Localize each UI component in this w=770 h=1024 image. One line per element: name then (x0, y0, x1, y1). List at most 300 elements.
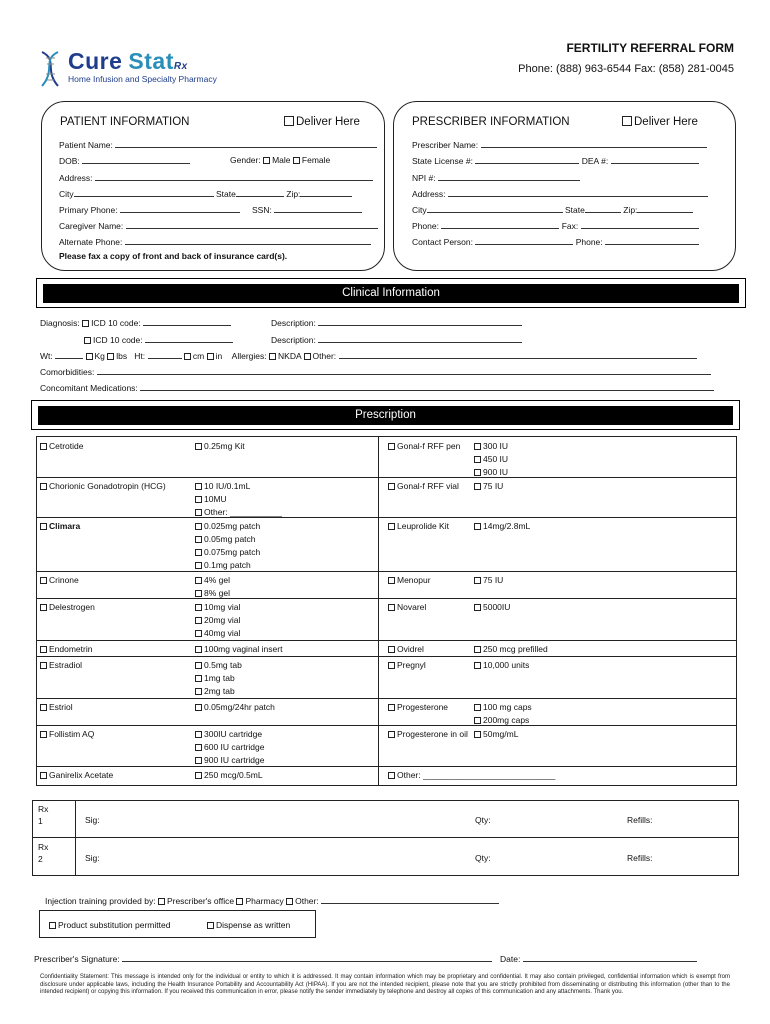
medication-checkbox[interactable] (388, 662, 395, 669)
strength-option[interactable] (195, 672, 242, 685)
prescriber-info-box (393, 101, 736, 271)
strength-checkbox[interactable] (195, 757, 202, 764)
medication-checkbox[interactable] (388, 523, 395, 530)
medication-left-4[interactable] (40, 574, 79, 587)
prescriber-info-title: PRESCRIBER INFORMATION (412, 116, 570, 128)
strength-checkbox[interactable] (474, 483, 481, 490)
strength-label: 40mg vial (204, 628, 241, 638)
strength-label: 10mg vial (204, 602, 241, 612)
strength-label: 20mg vial (204, 615, 241, 625)
patient-info-box (41, 101, 385, 271)
patient-state-label: State (216, 189, 236, 199)
medication-checkbox[interactable] (40, 772, 47, 779)
strength-label: 0.5mg tab (204, 660, 242, 670)
strength-option[interactable] (195, 728, 264, 741)
strength-label: 300 IU (483, 441, 509, 451)
prescriber-dea-field[interactable] (611, 155, 699, 164)
prescriber-license-row (412, 155, 699, 166)
strength-option[interactable] (195, 533, 260, 546)
strength-checkbox[interactable] (474, 717, 481, 724)
concomitant-label: Concomitant Medications: (40, 383, 138, 393)
in-label: in (215, 351, 223, 361)
strength-checkbox[interactable] (195, 662, 202, 669)
strength-option[interactable] (195, 601, 240, 614)
strength-label: 1mg tab (204, 673, 235, 683)
strength-option[interactable] (195, 574, 230, 587)
medication-checkbox[interactable] (40, 577, 47, 584)
medication-right-1[interactable] (388, 440, 460, 453)
strength-options-right-2 (474, 480, 503, 493)
medication-checkbox[interactable] (40, 646, 47, 653)
medication-checkbox[interactable] (40, 483, 47, 490)
prescriber-name-label: Prescriber Name: (412, 140, 479, 150)
rx-2-qty[interactable]: Qty: (475, 853, 491, 863)
patient-deliver-checkbox[interactable] (284, 116, 294, 126)
prescriber-npi-row (412, 172, 580, 183)
patient-deliver-here[interactable] (284, 116, 360, 128)
height-field[interactable] (148, 350, 182, 359)
patient-zip-field[interactable] (300, 188, 352, 197)
strength-options-left-7 (195, 659, 242, 698)
prescriber-deliver-checkbox[interactable] (622, 116, 632, 126)
strength-checkbox[interactable] (195, 704, 202, 711)
date-field[interactable] (523, 953, 697, 962)
strength-checkbox[interactable] (474, 731, 481, 738)
strength-options-left-3 (195, 520, 260, 572)
strength-label: 10MU (204, 494, 227, 504)
rx-1-qty[interactable]: Qty: (475, 815, 491, 825)
prescriber-state-label: State (565, 205, 585, 215)
strength-option[interactable] (195, 546, 260, 559)
prescriber-address-field[interactable] (448, 188, 708, 197)
medication-checkbox[interactable] (40, 523, 47, 530)
strength-checkbox[interactable] (474, 646, 481, 653)
training-pharmacy-checkbox[interactable] (236, 898, 243, 905)
logo-stat: Stat (128, 48, 174, 74)
patient-dob-label: DOB: (59, 156, 80, 166)
medication-right-8[interactable] (388, 701, 448, 714)
strength-checkbox[interactable] (195, 549, 202, 556)
strength-option[interactable] (474, 520, 530, 533)
strength-label: 900 IU cartridge (204, 755, 265, 765)
medication-name: Chorionic Gonadotropin (HCG) (49, 481, 166, 491)
prescriber-state-field[interactable] (585, 204, 621, 213)
strength-checkbox[interactable] (474, 604, 481, 611)
medication-checkbox[interactable] (388, 604, 395, 611)
allergy-other-field[interactable] (339, 350, 697, 359)
medication-right-10[interactable] (388, 769, 555, 782)
rx-1-refills[interactable]: Refills: (627, 815, 653, 825)
strength-checkbox[interactable] (195, 523, 202, 530)
strength-option[interactable] (474, 480, 503, 493)
in-checkbox[interactable] (207, 353, 214, 360)
patient-altphone-field[interactable] (125, 236, 371, 245)
strength-option[interactable] (195, 685, 242, 698)
training-office-checkbox[interactable] (158, 898, 165, 905)
strength-options-left-1 (195, 440, 245, 453)
confidentiality-statement: Confidentiality Statement: This message is intended only for the individual or entity to which it is addressed. It may contain information which may be proprietary and confidential. It may also contain privileged, confidential information which is exempt from disclosure under applicable laws, including the Health Insurance Portability and Accountability Act (HIPAA). If you are not the intended recipient, please note that you are strictly prohibited from disseminating or distributing this information (other than to the intended recipient) or copying this information. If you received this communication in error, please notify the sender immediately by telephone and destroy all copies of this communication and any attachments. Thank you. (40, 974, 730, 995)
patient-ssn-field[interactable] (274, 204, 362, 213)
strength-option[interactable] (474, 701, 532, 714)
medication-left-1[interactable] (40, 440, 84, 453)
strength-label: 0.1mg patch (204, 560, 251, 570)
prescriber-contact-phone-field[interactable] (605, 236, 699, 245)
dna-helix-icon (38, 50, 64, 88)
prescription-row-divider (37, 698, 736, 699)
patient-phone-label: Primary Phone: (59, 205, 118, 215)
strength-checkbox[interactable] (195, 688, 202, 695)
rx-1-label-b: 1 (38, 816, 43, 826)
gender-female-checkbox[interactable] (293, 157, 300, 164)
patient-address-field[interactable] (95, 172, 373, 181)
medication-checkbox[interactable] (388, 704, 395, 711)
strength-label: 0.05mg/24hr patch (204, 702, 275, 712)
logo-rx: Rx (173, 61, 188, 72)
medication-checkbox[interactable] (388, 646, 395, 653)
prescriber-deliver-label: Deliver Here (634, 116, 698, 128)
weight-label: Wt: (40, 351, 53, 361)
strength-options-left-10 (195, 769, 263, 782)
strength-label: 10 IU/0.1mL (204, 481, 251, 491)
strength-checkbox[interactable] (195, 496, 202, 503)
comorbidities-label: Comorbidities: (40, 367, 95, 377)
diagnosis-label: Diagnosis: (40, 318, 80, 328)
strength-label: 250 mcg/0.5mL (204, 770, 263, 780)
substitution-permitted-checkbox[interactable] (49, 922, 56, 929)
prescriber-zip-label: Zip: (623, 205, 638, 215)
strength-checkbox[interactable] (195, 646, 202, 653)
medication-name: Ovidrel (397, 644, 424, 654)
strength-checkbox[interactable] (474, 577, 481, 584)
prescription-row-divider (37, 725, 736, 726)
insurance-note: Please fax a copy of front and back of insurance card(s). (59, 251, 288, 261)
strength-label: 900 IU (483, 467, 509, 477)
rx-1-label-a: Rx (38, 804, 49, 814)
patient-ssn-row (252, 204, 362, 215)
description-1-label: Description: (271, 318, 316, 328)
medication-name: Novarel (397, 602, 427, 612)
prescription-row-divider (37, 640, 736, 641)
medication-checkbox[interactable] (40, 604, 47, 611)
gender-male-checkbox[interactable] (263, 157, 270, 164)
patient-ssn-label: SSN: (252, 205, 272, 215)
strength-option[interactable] (195, 659, 242, 672)
medication-name: Cetrotide (49, 441, 84, 451)
strength-checkbox[interactable] (195, 617, 202, 624)
strength-option[interactable] (195, 440, 245, 453)
strength-checkbox[interactable] (195, 744, 202, 751)
strength-label: 50mg/mL (483, 729, 519, 739)
strength-checkbox[interactable] (195, 630, 202, 637)
medication-right-4[interactable] (388, 574, 431, 587)
strength-checkbox[interactable] (195, 604, 202, 611)
strength-options-right-4 (474, 574, 503, 587)
prescription-table (36, 436, 737, 786)
logo-tagline: Home Infusion and Specialty Pharmacy (68, 74, 217, 84)
medication-left-5[interactable] (40, 601, 95, 614)
strength-option[interactable] (474, 728, 518, 741)
patient-altphone-row (59, 236, 371, 247)
medication-checkbox[interactable] (388, 443, 395, 450)
strength-label: 5000IU (483, 602, 511, 612)
logo (36, 48, 276, 88)
strength-option[interactable] (195, 614, 240, 627)
prescriber-name-row (412, 139, 707, 150)
description-2-label: Description: (271, 335, 316, 345)
strength-options-right-8 (474, 701, 532, 727)
medication-name: Pregnyl (397, 660, 426, 670)
allergies-label: Allergies: (231, 351, 267, 361)
strength-checkbox[interactable] (474, 523, 481, 530)
signature-field[interactable] (122, 953, 492, 962)
strength-option[interactable] (474, 440, 508, 453)
prescriber-contact-row (412, 236, 699, 247)
description-row-1 (271, 317, 522, 328)
icd-1-label: ICD 10 code: (91, 318, 141, 328)
strength-label: 600 IU cartridge (204, 742, 265, 752)
patient-name-label: Patient Name: (59, 140, 113, 150)
strength-option[interactable] (474, 574, 503, 587)
patient-dob-field[interactable] (82, 155, 190, 164)
medication-right-2[interactable] (388, 480, 459, 493)
prescriber-contact-field[interactable] (475, 236, 573, 245)
training-other-label: Other: (295, 896, 319, 906)
date-row (500, 953, 697, 964)
patient-city-field[interactable] (74, 188, 214, 197)
cm-checkbox[interactable] (184, 353, 191, 360)
medication-left-9[interactable] (40, 728, 94, 741)
patient-caregiver-row (59, 220, 378, 231)
description-2-field[interactable] (318, 334, 522, 343)
logo-cure: Cure (68, 48, 123, 74)
rx-2-sig[interactable]: Sig: (85, 853, 100, 863)
training-office-label: Prescriber's office (166, 896, 235, 906)
training-pharmacy-label: Pharmacy (245, 896, 284, 906)
prescriber-address-row (412, 188, 708, 199)
strength-option[interactable] (195, 493, 282, 506)
strength-label: 0.05mg patch (204, 534, 256, 544)
strength-label: 200mg caps (483, 715, 530, 725)
icd-2-checkbox[interactable] (84, 337, 91, 344)
prescriber-phone-field[interactable] (441, 220, 559, 229)
comorbidities-row (40, 366, 711, 377)
prescriber-license-field[interactable] (475, 155, 579, 164)
medication-left-3[interactable] (40, 520, 80, 533)
medication-checkbox[interactable] (388, 483, 395, 490)
gender-female-label: Female (301, 155, 331, 165)
prescriber-license-label: State License #: (412, 156, 473, 166)
strength-option[interactable] (195, 520, 260, 533)
lbs-checkbox[interactable] (107, 353, 114, 360)
medication-name: Menopur (397, 575, 431, 585)
strength-label: 0.075mg patch (204, 547, 261, 557)
patient-gender-label: Gender: (230, 155, 261, 165)
substitution-permitted[interactable] (49, 920, 170, 930)
medication-checkbox[interactable] (388, 577, 395, 584)
strength-checkbox[interactable] (474, 469, 481, 476)
medication-checkbox[interactable] (40, 704, 47, 711)
prescriber-zip-field[interactable] (637, 204, 693, 213)
medication-name: Progesterone (397, 702, 449, 712)
gender-male-label: Male (272, 155, 291, 165)
medication-right-5[interactable] (388, 601, 426, 614)
strength-option[interactable] (195, 480, 282, 493)
rx-2-refills[interactable]: Refills: (627, 853, 653, 863)
strength-option[interactable] (195, 627, 240, 640)
strength-option[interactable] (474, 659, 529, 672)
training-other-field[interactable] (321, 895, 499, 904)
signature-label: Prescriber's Signature: (34, 954, 120, 964)
diagnosis-row-2 (84, 334, 233, 345)
medication-left-10[interactable] (40, 769, 113, 782)
medication-name: Delestrogen (49, 602, 95, 612)
patient-dob-row (59, 155, 190, 166)
medication-right-6[interactable] (388, 643, 424, 656)
strength-label: 14mg/2.8mL (483, 521, 531, 531)
medication-left-6[interactable] (40, 643, 92, 656)
strength-options-right-7 (474, 659, 529, 672)
prescriber-npi-label: NPI #: (412, 173, 436, 183)
strength-checkbox[interactable] (195, 590, 202, 597)
medication-left-2[interactable] (40, 480, 166, 493)
strength-options-left-2 (195, 480, 282, 519)
strength-checkbox[interactable] (474, 704, 481, 711)
header-contact: Phone: (888) 963-6544 Fax: (858) 281-0045 (518, 63, 734, 75)
strength-checkbox[interactable] (474, 456, 481, 463)
strength-option[interactable] (474, 601, 510, 614)
kg-label: Kg (94, 351, 105, 361)
prescriber-city-field[interactable] (427, 204, 563, 213)
prescriber-fax-field[interactable] (581, 220, 699, 229)
medication-checkbox[interactable] (388, 772, 395, 779)
strength-option[interactable] (474, 643, 548, 656)
allergy-other-checkbox[interactable] (304, 353, 311, 360)
prescriber-contact-label: Contact Person: (412, 237, 473, 247)
patient-deliver-label: Deliver Here (296, 116, 360, 128)
strength-checkbox[interactable] (195, 731, 202, 738)
patient-phone-field[interactable] (120, 204, 240, 213)
medication-right-7[interactable] (388, 659, 426, 672)
rx-2-label-b: 2 (38, 854, 43, 864)
injection-training-row (45, 895, 499, 906)
medication-right-9[interactable] (388, 728, 468, 741)
strength-option[interactable] (195, 769, 263, 782)
height-label: Ht: (134, 351, 146, 361)
strength-checkbox[interactable] (195, 536, 202, 543)
icd-1-checkbox[interactable] (82, 320, 89, 327)
training-other-checkbox[interactable] (286, 898, 293, 905)
patient-gender-row (230, 155, 330, 165)
prescriber-deliver-here[interactable] (622, 116, 698, 128)
strength-options-left-8 (195, 701, 275, 714)
comorbidities-field[interactable] (97, 366, 711, 375)
strength-option[interactable] (195, 643, 282, 656)
strength-options-left-6 (195, 643, 282, 656)
strength-option[interactable] (195, 701, 275, 714)
rx-2-label (38, 841, 48, 865)
icd-2-label: ICD 10 code: (93, 335, 143, 345)
prescription-bar-frame (31, 400, 740, 430)
prescriber-name-field[interactable] (481, 139, 707, 148)
prescriber-fax-label: Fax: (561, 221, 579, 231)
description-row-2 (271, 334, 522, 345)
strength-checkbox[interactable] (474, 662, 481, 669)
strength-label: 100 mg caps (483, 702, 532, 712)
prescriber-phone-label: Phone: (412, 221, 439, 231)
nkda-checkbox[interactable] (269, 353, 276, 360)
patient-name-field[interactable] (115, 139, 377, 148)
patient-address-row (59, 172, 373, 183)
prescriber-contact-phone-label: Phone: (575, 237, 603, 247)
strength-label: 450 IU (483, 454, 509, 464)
medication-left-8[interactable] (40, 701, 73, 714)
prescriber-phone-row (412, 220, 699, 231)
strength-label: 300IU cartridge (204, 729, 263, 739)
description-1-field[interactable] (318, 317, 522, 326)
strength-checkbox[interactable] (195, 562, 202, 569)
date-label: Date: (500, 954, 521, 964)
patient-caregiver-field[interactable] (126, 220, 378, 229)
medication-name: Estradiol (49, 660, 83, 670)
prescriber-address-label: Address: (412, 189, 446, 199)
kg-checkbox[interactable] (86, 353, 93, 360)
strength-label: 8% gel (204, 588, 230, 598)
clinical-info-title: Clinical Information (43, 284, 739, 303)
strength-checkbox[interactable] (195, 772, 202, 779)
rx-sig-table (32, 800, 739, 876)
medication-checkbox[interactable] (388, 731, 395, 738)
rx-sig-col-divider (75, 801, 76, 875)
medication-right-3[interactable] (388, 520, 449, 533)
medication-name: Progesterone in oil (397, 729, 468, 739)
strength-options-left-4 (195, 574, 230, 600)
medication-checkbox[interactable] (40, 443, 47, 450)
dispense-as-written[interactable] (207, 920, 290, 930)
rx-1-label (38, 803, 48, 827)
patient-state-field[interactable] (236, 188, 284, 197)
icd-2-field[interactable] (145, 334, 233, 343)
strength-option[interactable] (474, 453, 508, 466)
strength-checkbox[interactable] (195, 443, 202, 450)
strength-checkbox[interactable] (474, 443, 481, 450)
strength-options-right-6 (474, 643, 548, 656)
rx-1-sig[interactable]: Sig: (85, 815, 100, 825)
prescriber-dea-label: DEA #: (581, 156, 609, 166)
strength-option[interactable] (195, 741, 264, 754)
prescriber-npi-field[interactable] (438, 172, 580, 181)
medication-left-7[interactable] (40, 659, 82, 672)
medication-checkbox[interactable] (40, 731, 47, 738)
strength-checkbox[interactable] (195, 577, 202, 584)
strength-label: 75 IU (483, 481, 504, 491)
patient-city-row (59, 188, 352, 199)
concomitant-field[interactable] (140, 382, 714, 391)
strength-checkbox[interactable] (195, 675, 202, 682)
signature-row (34, 953, 492, 964)
strength-label: 0.025mg patch (204, 521, 261, 531)
strength-options-right-3 (474, 520, 530, 533)
strength-checkbox[interactable] (195, 509, 202, 516)
rx-2-label-a: Rx (38, 842, 49, 852)
dispense-as-written-checkbox[interactable] (207, 922, 214, 929)
medication-checkbox[interactable] (40, 662, 47, 669)
weight-field[interactable] (55, 350, 83, 359)
icd-1-field[interactable] (143, 317, 231, 326)
injection-training-label: Injection training provided by: (45, 896, 156, 906)
patient-info-title: PATIENT INFORMATION (60, 116, 190, 128)
cm-label: cm (192, 351, 205, 361)
strength-checkbox[interactable] (195, 483, 202, 490)
